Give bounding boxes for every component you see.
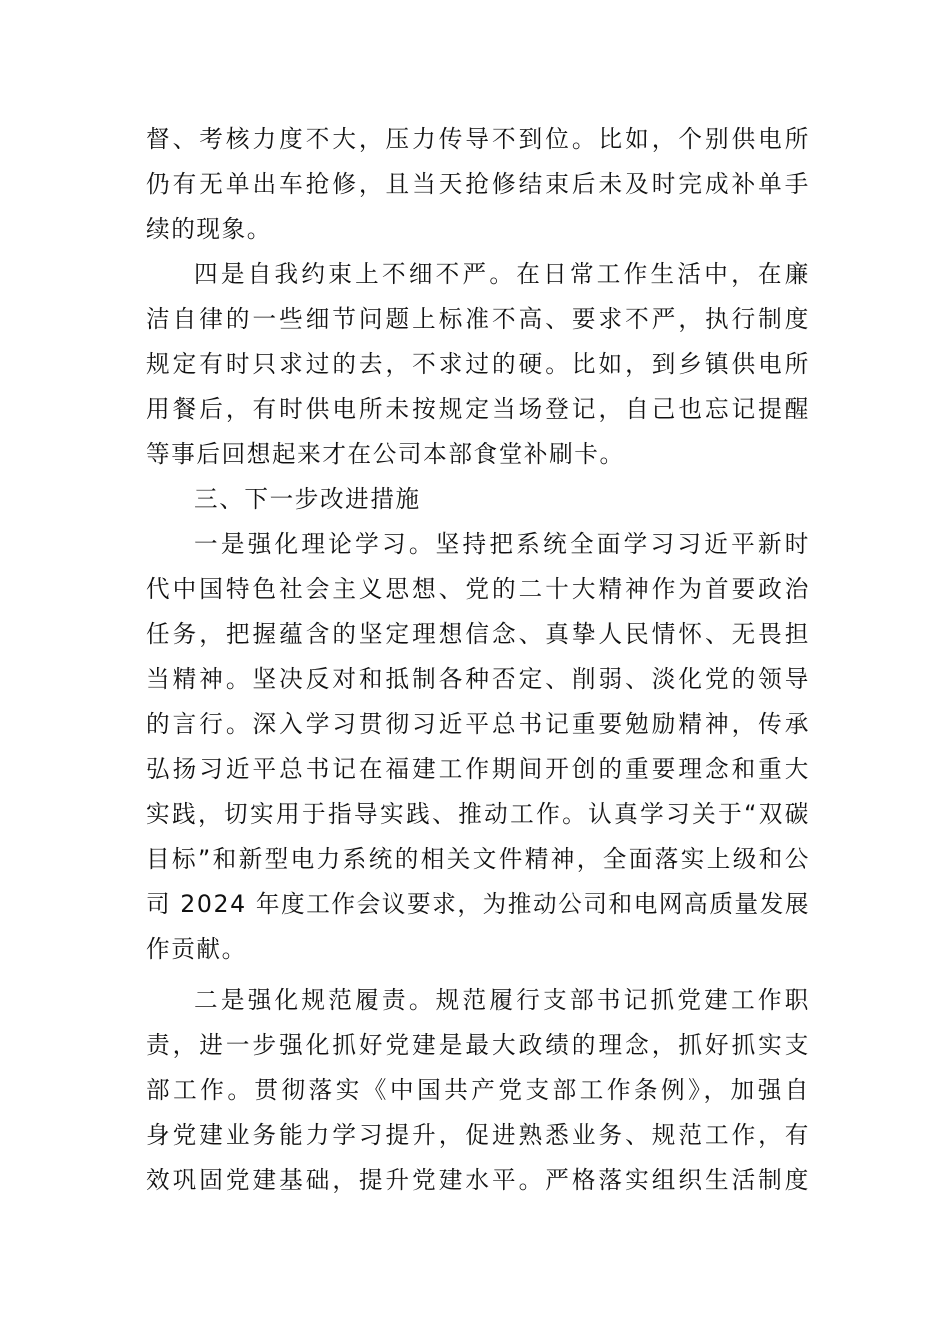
paragraph-start-line: 二是强化规范履责。规范履行支部书记抓党建工作职	[194, 986, 810, 1014]
text-line: 代中国特色社会主义思想、党的二十大精神作为首要政治	[146, 575, 810, 603]
text-line: 弘扬习近平总书记在福建工作期间开创的重要理念和重大	[146, 755, 810, 783]
text-line: 目标”和新型电力系统的相关文件精神，全面落实上级和公	[146, 845, 810, 873]
paragraph-start-line: 一是强化理论学习。坚持把系统全面学习习近平新时	[194, 530, 810, 558]
text-line: 用餐后，有时供电所未按规定当场登记，自己也忘记提醒	[146, 395, 810, 423]
text-line: 督、考核力度不大，压力传导不到位。比如，个别供电所	[146, 125, 810, 153]
document-body	[146, 117, 810, 1203]
text-line: 当精神。坚决反对和抵制各种否定、削弱、淡化党的领导	[146, 665, 810, 693]
text-line: 续的现象。	[146, 215, 272, 243]
text-line: 规定有时只求过的去，不求过的硬。比如，到乡镇供电所	[146, 350, 810, 378]
text-line: 作贡献。	[146, 935, 247, 963]
text-line: 效巩固党建基础，提升党建水平。严格落实组织生活制度	[146, 1166, 810, 1194]
text-line: 身党建业务能力学习提升，促进熟悉业务、规范工作，有	[146, 1121, 810, 1149]
text-line: 责，进一步强化抓好党建是最大政绩的理念，抓好抓实支	[146, 1031, 810, 1059]
paragraph-start-line: 四是自我约束上不细不严。在日常工作生活中，在廉	[194, 260, 810, 288]
text-line: 实践，切实用于指导实践、推动工作。认真学习关于“双碳	[146, 800, 810, 828]
text-line: 任务，把握蕴含的坚定理想信念、真挚人民情怀、无畏担	[146, 620, 810, 648]
section-heading: 三、下一步改进措施	[194, 485, 421, 513]
text-line: 仍有无单出车抢修，且当天抢修结束后未及时完成补单手	[146, 170, 810, 198]
text-line: 洁自律的一些细节问题上标准不高、要求不严，执行制度	[146, 305, 810, 333]
text-line: 的言行。深入学习贯彻习近平总书记重要勉励精神，传承	[146, 710, 810, 738]
text-line: 等事后回想起来才在公司本部食堂补刷卡。	[146, 440, 625, 468]
text-line: 部工作。贯彻落实《中国共产党支部工作条例》，加强自	[146, 1076, 810, 1104]
text-line: 司 2024 年度工作会议要求，为推动公司和电网高质量发展	[146, 890, 810, 918]
